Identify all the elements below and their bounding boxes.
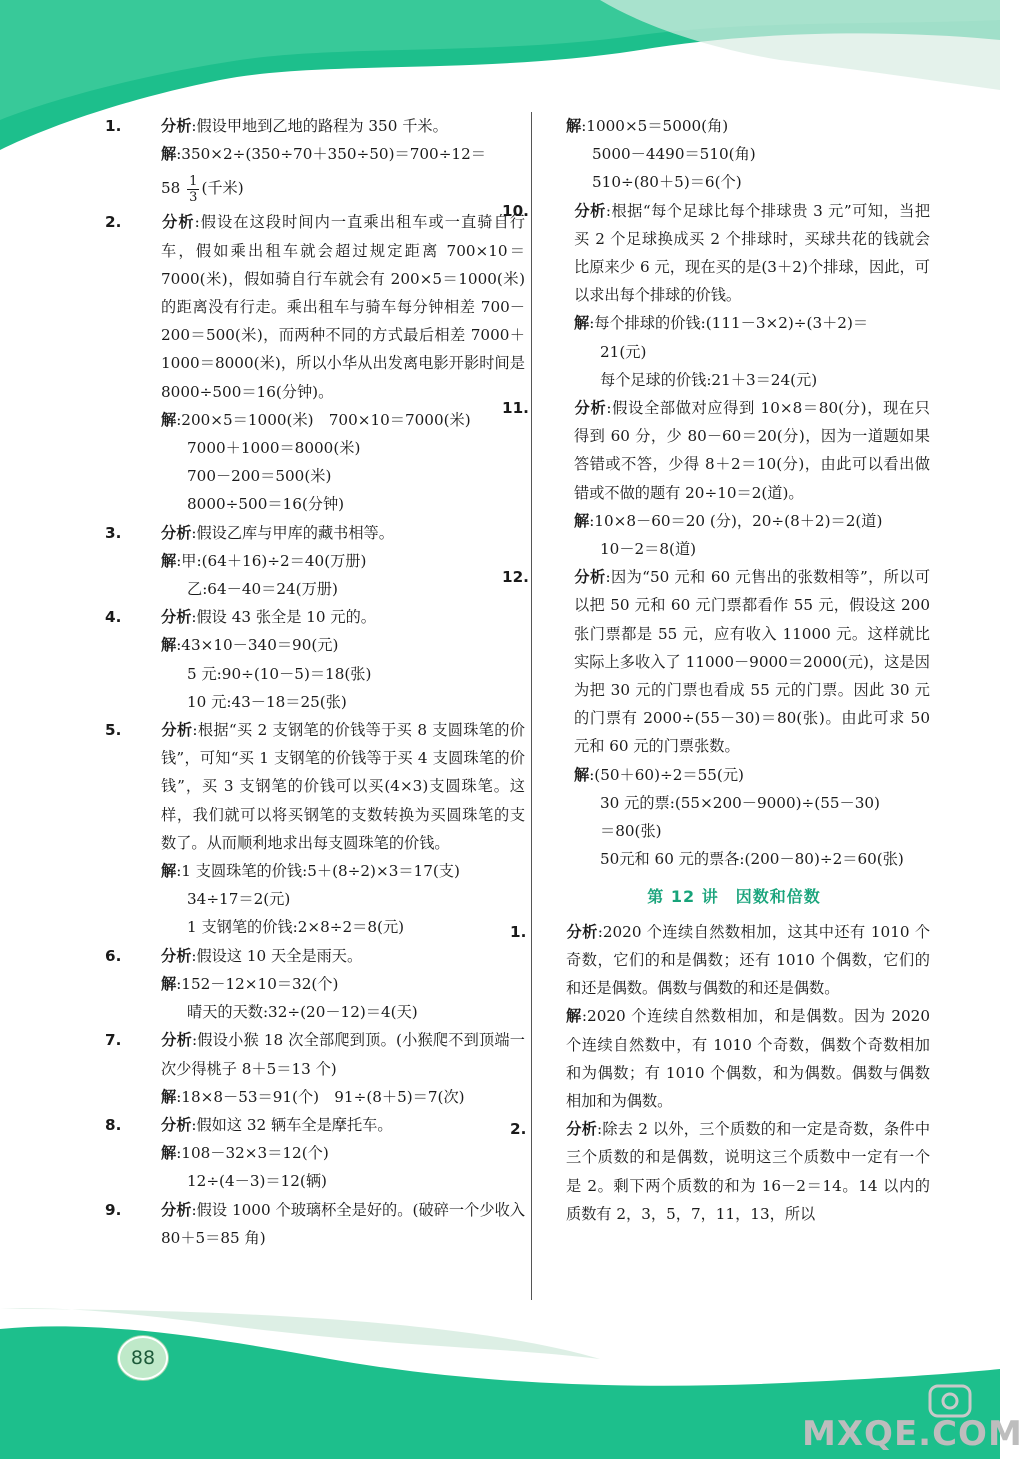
q11-solution-cont: 10－2＝8(道) [600,540,697,559]
q2-line: 7000＋1000＝8000(米) [187,439,361,458]
left-column [105,112,526,1252]
q3-analysis: 3. 分析:假设乙库与甲库的藏书相等。 [105,523,394,542]
s12-q1-solution: 解:2020 个连续自然数相加，和是偶数。因为 2020 个连续自然数中，有 1010 个奇数，偶数个奇数相加和为偶数；有 1010 个偶数，和为偶数。偶数与偶数相加和为偶数。 [566,1007,931,1110]
q7-analysis: 7. 分析:假设小猴 18 次全部爬到顶。(小猴爬不到顶端一次少得桃子 8＋5＝13 个) [105,1031,525,1078]
q2-line: 8000÷500＝16(分钟) [187,495,345,514]
q2-line: 700－200＝500(米) [187,467,332,486]
q8-analysis: 8. 分析:假如这 32 辆车全是摩托车。 [105,1115,393,1134]
q8-solution: 解:108－32×3＝12(个) [161,1144,329,1163]
q12-line: 30 元的票:(55×200－9000)÷(55－30) [600,793,880,812]
watermark-text: MXQE.COM [802,1414,1023,1454]
page-number: 88 [118,1336,168,1380]
q10-line: 每个足球的价钱:21＋3＝24(元) [600,370,818,389]
q10-solution: 解:每个排球的价钱:(111－3×2)÷(3＋2)＝ [574,314,869,333]
q12-line: 50元和 60 元的票各:(200－80)÷2＝60(张) [600,850,904,869]
q4-line: 10 元:43－18＝25(张) [187,692,347,711]
q6-analysis: 6. 分析:假设这 10 天全是雨天。 [105,946,363,965]
s12-q1-analysis: 1. 分析:2020 个连续自然数相加，这其中还有 1010 个奇数，它们的和是偶数；还有 1010 个偶数，它们的和还是偶数。偶数与偶数的和还是偶数。 [510,922,931,998]
q5-solution: 解:1 支圆珠笔的价钱:5＋(8÷2)×3＝17(支) [161,862,460,881]
q9-line: 510÷(80＋5)＝6(个) [592,173,742,192]
q2-analysis: 2. 分析:假设在这段时间内一直乘出租车或一直骑自行车，假如乘出租车就会超过规定距离 700×10＝7000(米)，假如骑自行车就会有 200×5＝1000(米)的距离没有行走。乘出租车与骑车每分钟相差 700－200＝500(米)，而两种不同的方式最后相差 7000＋1000＝8000(米)，所以小华从出发离电影开影时间是 8000÷500＝16(分钟)。 [105,213,525,401]
q10-solution-cont: 21(元) [600,342,647,361]
q11-solution: 解:10×8－60＝20 (分)，20÷(8＋2)＝2(道) [574,511,883,530]
q5-analysis: 5. 分析:根据“买 2 支钢笔的价钱等于买 8 支圆珠笔的价钱”，可知“买 1 支钢笔的价钱等于买 4 支圆珠笔的价钱”，买 3 支钢笔的价钱可以买(4×3)支圆珠笔。这样，我们就可以将买钢笔的支数转换为买圆珠笔的支数了。从而顺利地求出每支圆珠笔的价钱。 [105,721,525,852]
q8-line: 12÷(4－3)＝12(辆) [187,1172,327,1191]
q2-solution: 解:200×5＝1000(米) 700×10＝7000(米) [161,410,471,429]
q12-solution: 解:(50＋60)÷2＝55(元) [574,765,744,784]
column-divider [531,112,532,1300]
q3-line: 乙:64－40＝24(万册) [187,580,338,599]
q5-line: 1 支钢笔的价钱:2×8÷2＝8(元) [187,918,405,937]
q5-line: 34÷17＝2(元) [187,890,291,909]
right-column [502,112,931,1228]
q1-fraction-line: 58 $\frac{1}{3}$ (千米) [161,173,244,205]
q6-line: 晴天的天数:32÷(20－12)＝4(天) [187,1003,418,1022]
q12-line: ＝80(张) [600,822,662,841]
q11-analysis: 11. 分析:假设全部做对应得到 10×8＝80(分)，现在只得到 60 分，少 80－60＝20(分)，因为一道题如果答错或不答，少得 8＋2＝10(分)，由此可以看出做错或不做的题有 20÷10＝2(道)。 [502,399,930,502]
q1-solution: 解:350×2÷(350÷70＋350÷50)＝700÷12＝ [161,145,486,164]
q12-analysis: 12. 分析:因为“50 元和 60 元售出的张数相等”，所以可以把 50 元和 60 元门票都看作 55 元，假设这 200 张门票都是 55 元，应有收入 11000 元。这样就比实际上多收入了 11000－9000＝2000(元)，这是因为把 30 元的门票也看成 55 元的门票。因此 30 元的门票有 2000÷(55－30)＝80(张)。由此可求 50 元和 60 元的门票张数。 [502,568,931,756]
q10-analysis: 10. 分析:根据“每个足球比每个排球贵 3 元”可知，当把买 2 个足球换成买 2 个排球时，买球共花的钱就会比原来少 6 元，现在买的是(3＋2)个排球，因此，可以求出每个排球的价钱。 [502,201,931,305]
q7-solution: 解:18×8－53＝91(个) 91÷(8＋5)＝7(次) [161,1087,465,1106]
q4-line: 5 元:90÷(10－5)＝18(张) [187,664,372,683]
q6-solution: 解:152－12×10＝32(个) [161,974,339,993]
q9-line: 5000－4490＝510(角) [592,145,756,164]
fraction: $\frac{1}{3}$ [189,173,198,205]
section-title: 第 12 讲 因数和倍数 [647,887,821,907]
s12-q2-analysis: 2. 分析:除去 2 以外，三个质数的和一定是奇数，条件中三个质数的和是偶数，说明这三个质数中一定有一个是 2。剩下两个质数的和为 16－2＝14。14 以内的质数有 2，3，5，7，11，13，所以 [510,1120,931,1223]
q9-analysis: 9. 分析:假设 1000 个玻璃杯全是好的。(破碎一个少收入 80＋5＝85 角) [105,1200,526,1247]
q4-analysis: 4. 分析:假设 43 张全是 10 元的。 [105,608,376,627]
q4-solution: 解:43×10－340＝90(元) [161,636,339,655]
q1-analysis: 1. 分析:假设甲地到乙地的路程为 350 千米。 [105,117,448,135]
q9-solution: 解:1000×5＝5000(角) [566,117,729,135]
q3-solution: 解:甲:(64＋16)÷2＝40(万册) [161,551,367,570]
